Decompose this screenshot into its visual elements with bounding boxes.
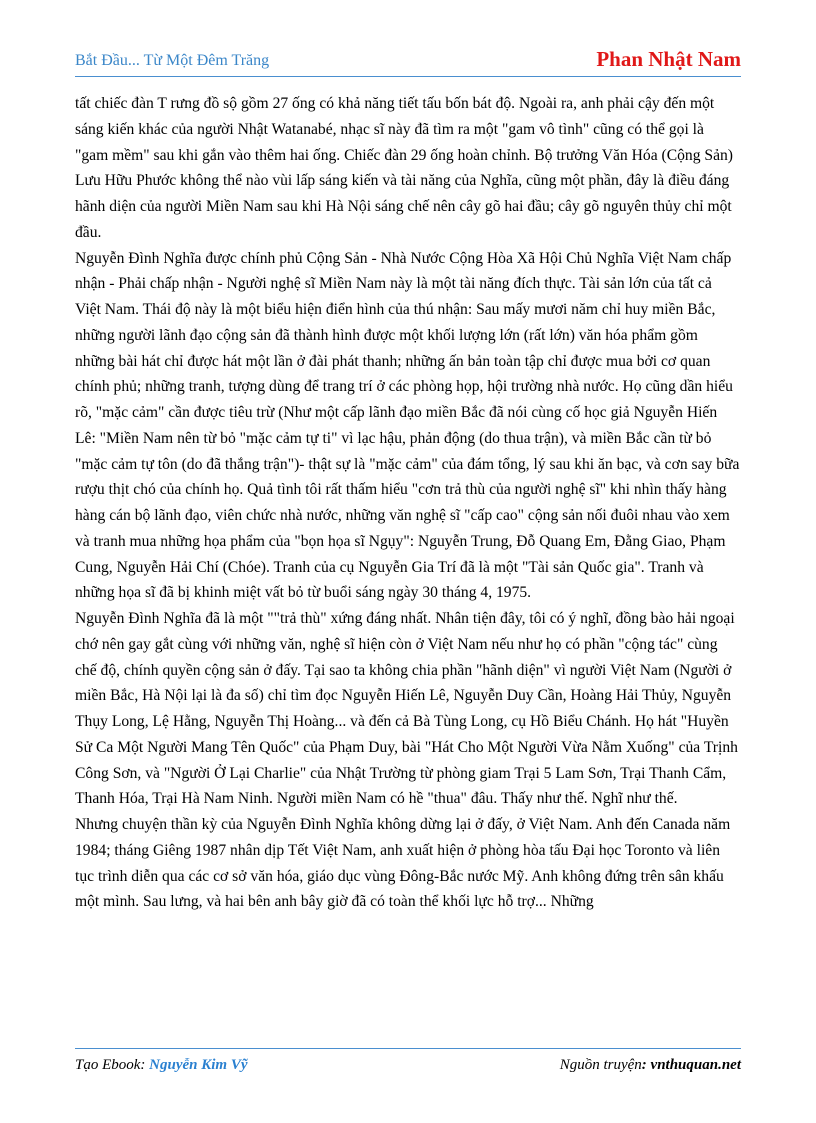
ebook-label: Tạo Ebook <box>75 1057 141 1073</box>
paragraph: Nguyễn Đình Nghĩa được chính phủ Cộng Sản - Nhà Nước Cộng Hòa Xã Hội Chủ Nghĩa Việt Nam chấp nhận - Phải chấp nhận - Người nghệ sĩ Miền Nam này là một tài năng đích thực. Tài sản lớn của tất cả Việt Nam. Thái độ này là một biểu hiện điển hình của thú nhận: Sau mấy mươi năm chỉ huy miền Bắc, những người lãnh đạo cộng sản đã thành hình được một khối lượng lớn (rất lớn) văn hóa phẩm gồm những bài hát chỉ được hát một lần ở đài phát thanh; những ấn bản toàn tập chỉ được mua bởi cơ quan chính phủ; những tranh, tượng dùng để trang trí ở các phòng họp, hội trường nhà nước. Họ cũng dần hiểu rõ, "mặc cảm" cần được tiêu trừ (Như một cấp lãnh đạo miền Bắc đã nói cùng cố học giả Nguyễn Hiến Lê: "Miền Nam nên từ bỏ "mặc cảm tự ti" vì lạc hậu, phản động (do thua trận), và miền Bắc cần từ bỏ "mặc cảm tự tôn (do đã thắng trận")- thật sự là "mặc cảm" của đám tổng, lý sau khi ăn bạc, và cơn say bữa rượu thịt chó của chính họ. Quả tình tôi rất thấm hiểu "cơn trả thù của người nghệ sĩ" khi nhìn thấy hàng hàng cán bộ lãnh đạo, viên chức nhà nước, những văn nghệ sĩ "cấp cao" cộng sản nối đuôi nhau vào xem và tranh mua những họa phẩm của "bọn họa sĩ Ngụy": Nguyễn Trung, Đỗ Quang Em, Đằng Giao, Phạm Cung, Nguyễn Hải Chí (Chóe). Tranh của cụ Nguyễn Gia Trí đã là một "Tài sản Quốc gia". Tranh và những họa sĩ đã bị khinh miệt vất bỏ từ buổi sáng ngày 30 tháng 4, 1975. <box>75 249 740 602</box>
ebook-creator-name: Nguyễn Kim Vỹ <box>149 1057 248 1073</box>
page-footer <box>75 1048 741 1077</box>
page-header <box>75 46 741 77</box>
paragraph: Nhưng chuyện thần kỳ của Nguyễn Đình Nghĩa không dừng lại ở đấy, ở Việt Nam. Anh đến Canada năm 1984; tháng Giêng 1987 nhân dịp Tết Việt Nam, anh xuất hiện ở phòng hòa tấu Đại học Toronto và liên tục trình diễn qua các cơ sở văn hóa, giáo dục vùng Đông-Bắc nước Mỹ. Anh không đứng trên sân khấu một mình. Sau lưng, và hai bên anh bây giờ đã có toàn thể khối lực hỗ trợ... Những <box>75 816 731 911</box>
source-label: Nguồn truyện <box>559 1057 642 1073</box>
page-content <box>75 91 741 915</box>
book-title: Bắt Đầu... Từ Một Đêm Trăng <box>75 52 270 69</box>
source-site: vnthuquan.net <box>650 1057 741 1073</box>
ebook-separator: : <box>140 1057 150 1073</box>
ebook-credit <box>75 1057 248 1074</box>
author-name: Phan Nhật Nam <box>596 47 741 71</box>
paragraph: Nguyễn Đình Nghĩa đã là một ""trả thù" xứng đáng nhất. Nhân tiện đây, tôi có ý nghĩ, đồng bào hải ngoại chớ nên gay gắt cùng với những văn, nghệ sĩ hiện còn ở Việt Nam nếu như họ có phần "cộng tác" cùng chế độ, chính quyền cộng sản ở đấy. Tại sao ta không chia phần "hãnh diện" vì người Việt Nam (Người ở miền Bắc, Hà Nội lại là đa số) chỉ tìm đọc Nguyễn Hiến Lê, Nguyễn Duy Cần, Hoàng Hải Thủy, Nguyễn Thụy Long, Lệ Hằng, Nguyễn Thị Hoàng... và đến cả Bà Tùng Long, cụ Hồ Biểu Chánh. Họ hát "Huyền Sử Ca Một Người Mang Tên Quốc" của Phạm Duy, bài "Hát Cho Một Người Vừa Nằm Xuống" của Trịnh Công Sơn, và "Người Ở Lại Charlie" của Nhật Trường từ phòng giam Trại 5 Lam Sơn, Trại Thanh Cẩm, Thanh Hóa, Trại Hà Nam Ninh. Người miền Nam có hề "thua" đâu. Thấy như thế. Nghĩ như thế. <box>75 610 738 808</box>
source-credit <box>560 1057 741 1074</box>
paragraph: tất chiếc đàn T rưng đồ sộ gồm 27 ống có khả năng tiết tấu bốn bát độ. Ngoài ra, anh phải cậy đến một sáng kiến khác của người Nhật Watanabé, nhạc sĩ này đã tìm ra một "gam vô tình" cũng có thể gọi là "gam mềm" sau khi gắn vào thêm hai ống. Chiếc đàn 29 ống hoàn chỉnh. Bộ trưởng Văn Hóa (Cộng Sản) Lưu Hữu Phước không thể nào vùi lấp sáng kiến và tài năng của Nghĩa, cũng một phần, đây là điều đáng hãnh diện của người Miền Nam sau khi Hà Nội sáng chế nên cây gõ hai đầu; cây gõ nguyên thủy chỉ một đầu. <box>75 95 733 241</box>
source-separator: : <box>641 1057 651 1073</box>
